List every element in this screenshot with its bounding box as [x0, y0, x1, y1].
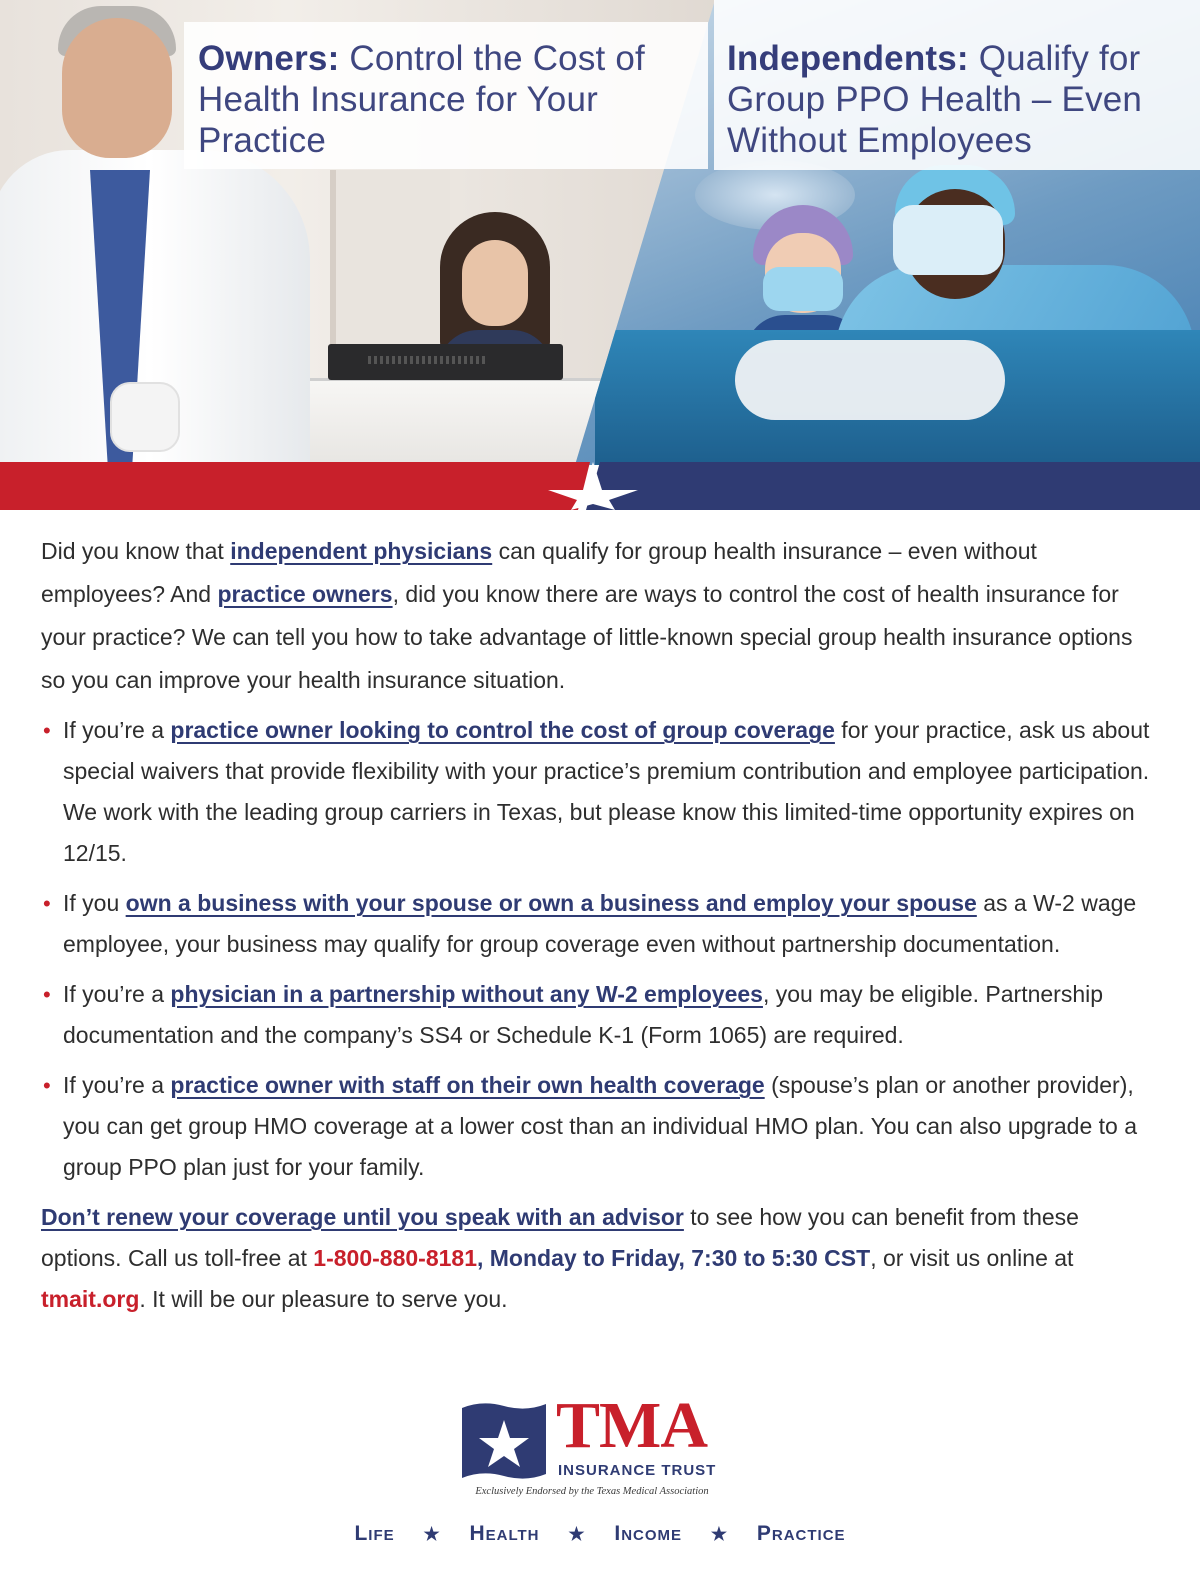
bullet-icon: • — [43, 718, 51, 743]
intro-text-3: , did you know there are ways to control the cost of health insurance for your practice? We can tell you how to take advantage of little-known special group health insurance options so you can improve your health insurance situation. — [41, 581, 1133, 693]
flag-stripe-banner — [0, 462, 1200, 510]
hero-headline-owners — [198, 38, 708, 161]
texas-flag-icon — [460, 1400, 548, 1482]
list-item — [41, 883, 1161, 965]
bullet-text-pre: If you’re a — [63, 981, 171, 1007]
link-independent-physicians[interactable]: independent physicians — [230, 538, 493, 564]
link-physician-partnership[interactable]: physician in a partnership without any W-2 employees — [170, 981, 763, 1007]
red-stripe — [0, 462, 590, 510]
bullet-text-pre: If you — [63, 890, 126, 916]
body-content — [41, 530, 1161, 1320]
hero-headline-owners-bold: Owners: — [198, 39, 340, 78]
website-link[interactable]: tmait.org — [41, 1286, 140, 1312]
bullet-text-post: (spouse’s plan or another provider), you can get group HMO coverage at a lower cost than an individual HMO plan. You can also upgrade to a group PPO plan just for your family. — [63, 1072, 1137, 1180]
list-item — [41, 1065, 1161, 1188]
star-separator-icon: ★ — [423, 1523, 441, 1544]
closing-text-2: , or visit us online at — [870, 1245, 1074, 1271]
logo-tagline: Exclusively Endorsed by the Texas Medical Association — [475, 1486, 709, 1497]
footer-item-life: Life — [354, 1522, 395, 1546]
bullet-text-post: for your practice, ask us about special waivers that provide flexibility with your practice’s premium contribution and employee participation. We work with the leading group carriers in Texas, but please know this limited-time opportunity expires on 12/15. — [63, 717, 1150, 866]
footer-product-lines — [0, 1522, 1200, 1546]
intro-text-1: Did you know that — [41, 538, 231, 564]
hero-headline-independents — [727, 38, 1197, 161]
office-hours: , Monday to Friday, 7:30 to 5:30 CST — [476, 1245, 871, 1271]
link-speak-with-advisor[interactable]: Don’t renew your coverage until you speak with an advisor — [41, 1204, 684, 1230]
closing-text-1: to see how you can benefit from these options. Call us toll-free at — [41, 1204, 1079, 1271]
blue-stripe — [586, 462, 1200, 510]
bullet-icon: • — [43, 1073, 51, 1098]
footer-item-health: Health — [469, 1522, 540, 1546]
star-separator-icon: ★ — [710, 1523, 729, 1544]
list-item — [41, 974, 1161, 1056]
bullet-icon: • — [43, 982, 51, 1007]
bullet-text-post: , you may be eligible. Partnership documentation and the company’s SS4 or Schedule K-1 (Form 1065) are required. — [63, 981, 1104, 1048]
closing-paragraph — [41, 1197, 1161, 1320]
intro-paragraph — [41, 530, 1161, 702]
link-practice-owners[interactable]: practice owners — [217, 581, 393, 607]
bullet-text-pre: If you’re a — [63, 717, 171, 743]
link-business-with-spouse[interactable]: own a business with your spouse or own a business and employ your spouse — [125, 890, 977, 916]
link-practice-owner-staff[interactable]: practice owner with staff on their own health coverage — [170, 1072, 765, 1098]
bullet-icon: • — [43, 891, 51, 916]
phone-number[interactable]: 1-800-880-8181 — [313, 1245, 477, 1271]
logo-subtitle: INSURANCE TRUST — [558, 1462, 717, 1479]
hero-headline-independents-rest: Qualify for Group PPO Health – Even Without Employees — [727, 39, 1143, 160]
closing-text-3: . It will be our pleasure to serve you. — [139, 1286, 508, 1312]
tma-logo — [460, 1389, 740, 1503]
list-item — [41, 710, 1161, 874]
hero-headline-independents-bold: Independents: — [727, 39, 969, 78]
footer-item-practice: Practice — [756, 1522, 846, 1546]
bullet-text-pre: If you’re a — [63, 1072, 171, 1098]
hero-banner — [0, 0, 1200, 465]
bullet-text-post: as a W-2 wage employee, your business may qualify for group coverage even without partnership documentation. — [63, 890, 1137, 957]
hero-headline-owners-rest: Control the Cost of Health Insurance for Your Practice — [198, 39, 645, 160]
monitor-graphic — [328, 344, 563, 380]
benefit-list — [41, 710, 1161, 1188]
link-practice-owner-cost[interactable]: practice owner looking to control the cost of group coverage — [170, 717, 835, 743]
logo-wordmark: TMA — [556, 1389, 707, 1462]
star-separator-icon: ★ — [568, 1523, 586, 1544]
footer-item-income: Income — [614, 1522, 683, 1546]
intro-text-2: can qualify for group health insurance – even without employees? And — [41, 538, 1037, 607]
